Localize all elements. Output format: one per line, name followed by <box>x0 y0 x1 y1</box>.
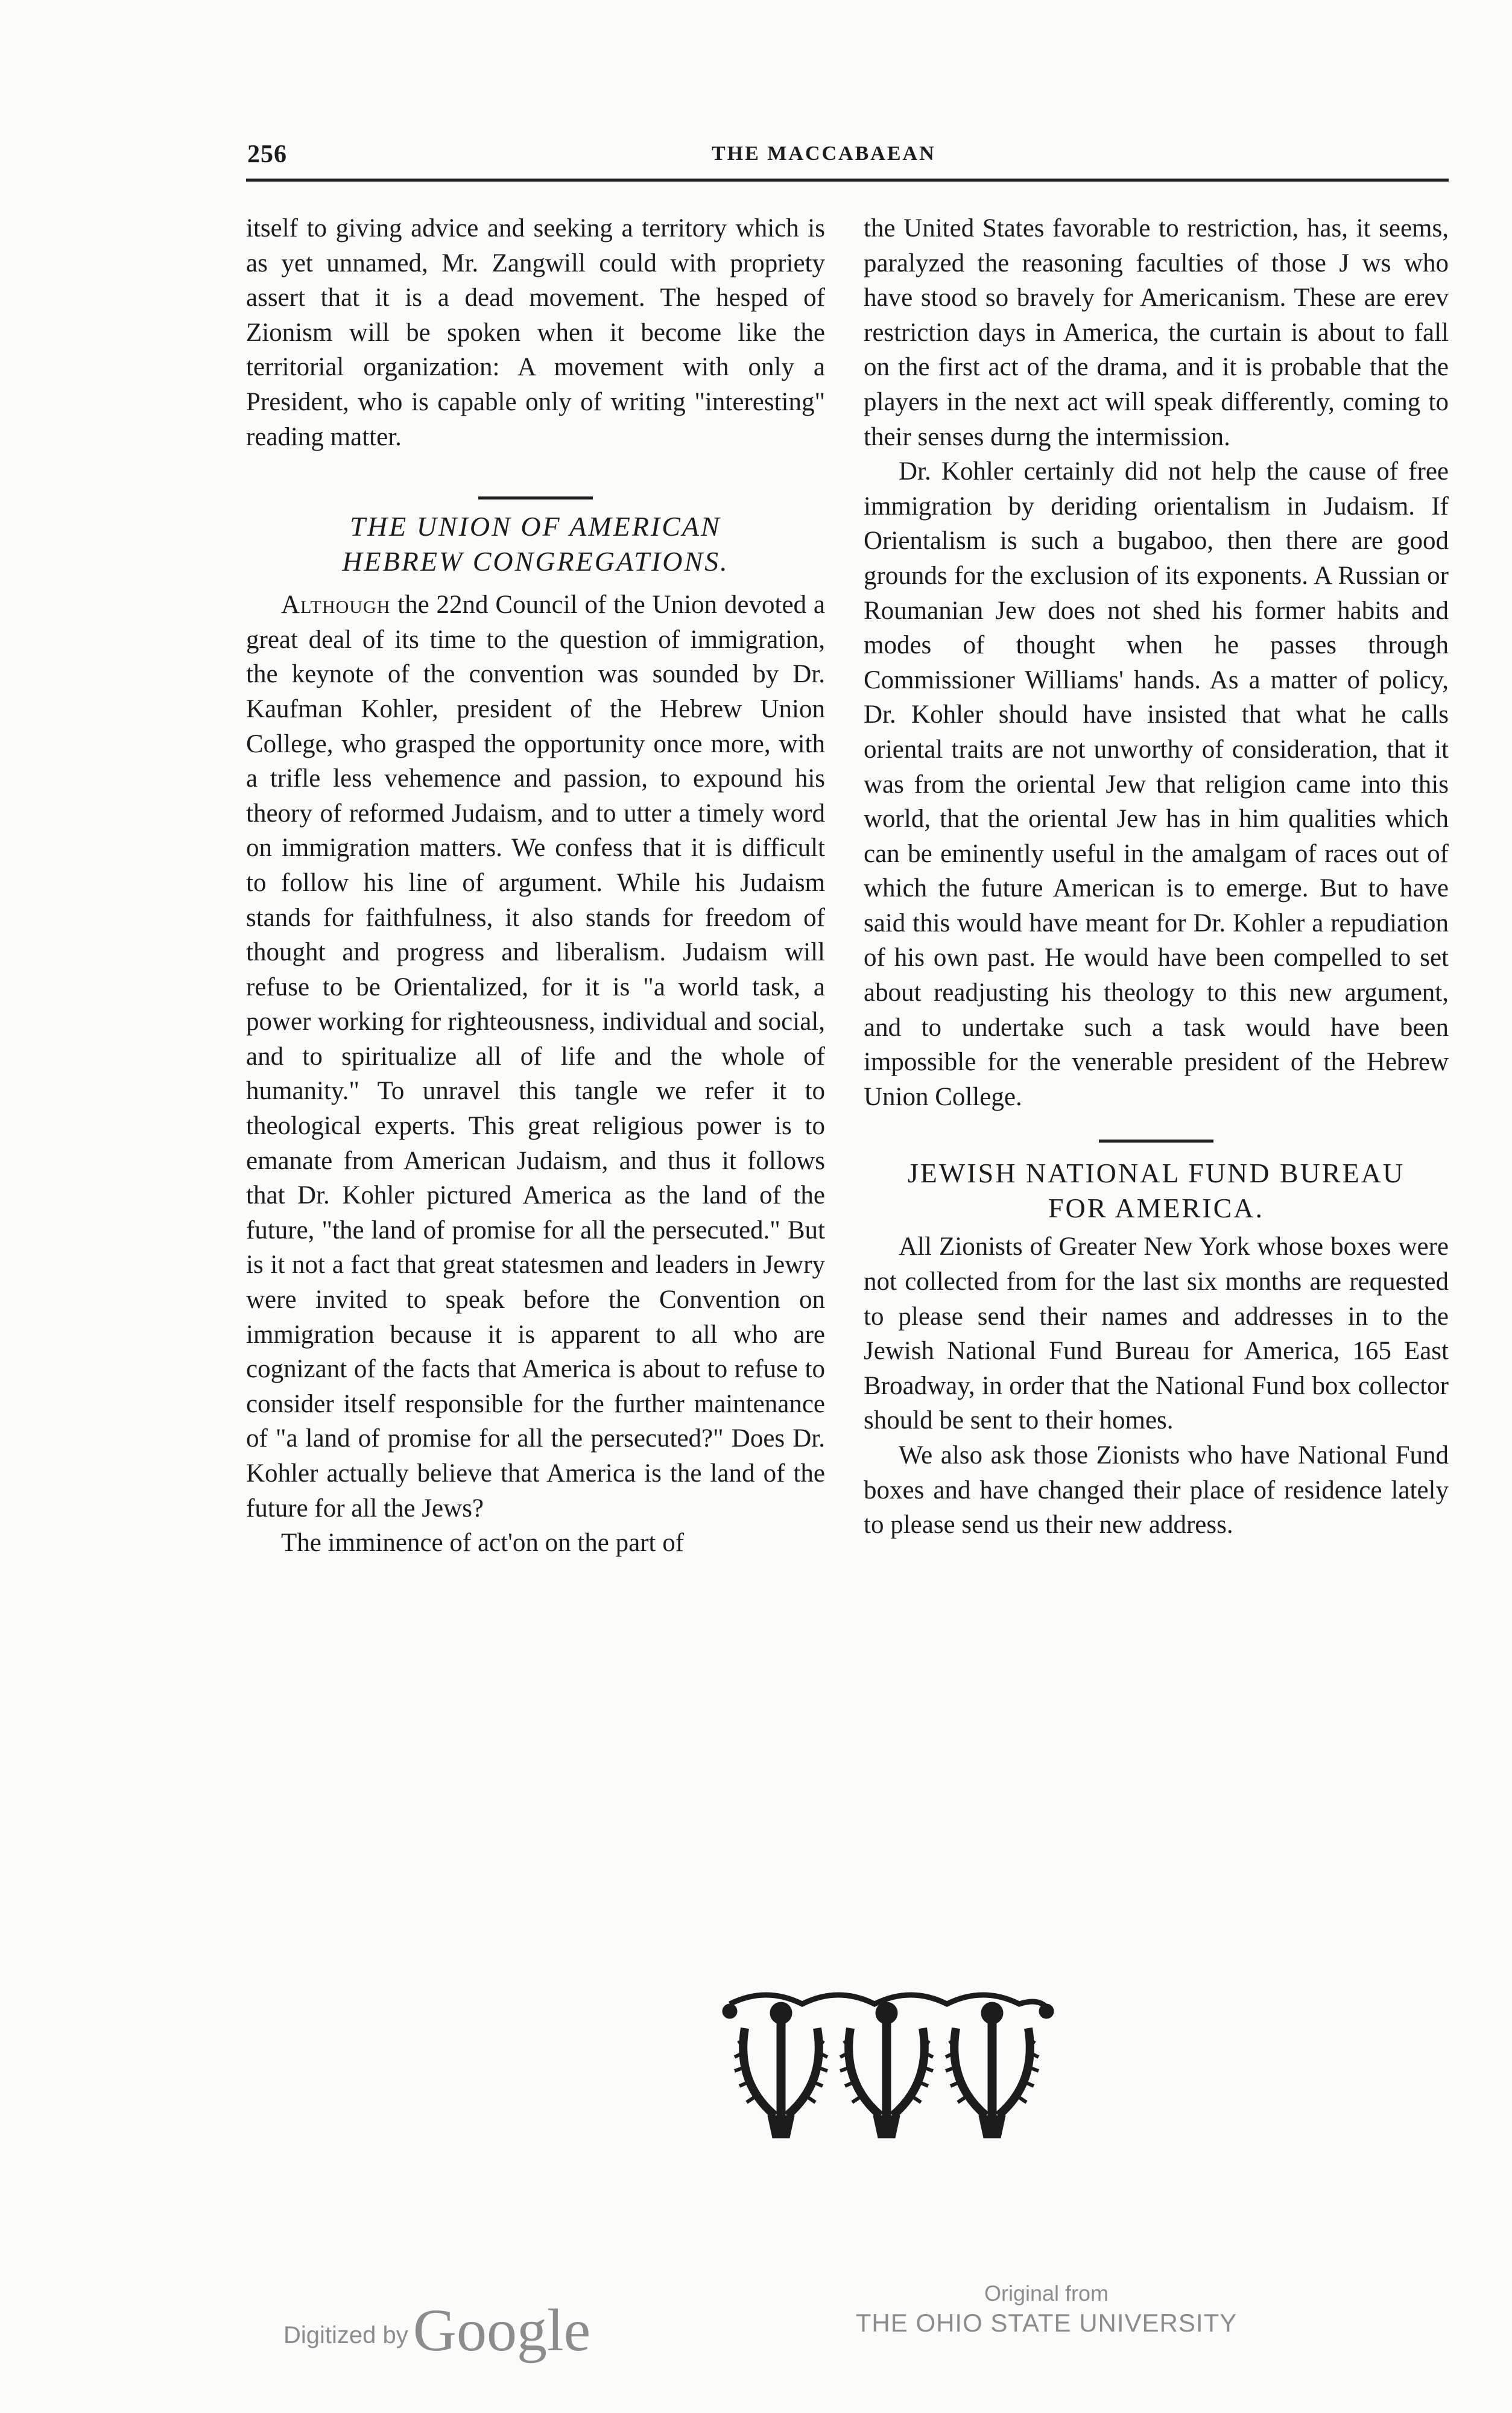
paragraph-fund-1: All Zionists of Greater New York whose boxes were not collected from for the last six months are requested to please send their names and addresses in to the Jewish National Fund Bureau for America, 165 East Broadway, in order that the National Fund box collector should be sent to their homes. <box>864 1232 1449 1435</box>
right-column <box>864 211 1449 1543</box>
section-heading-union-line2: HEBREW CONGREGATIONS. <box>342 546 729 577</box>
paragraph-union-1 <box>246 588 825 1526</box>
digitized-by-label: Digitized by <box>283 2322 408 2348</box>
original-from-label: Original from <box>984 2281 1109 2306</box>
wreath-and-torch-ornament-icon <box>718 1980 1055 2155</box>
section-heading-union-line1: THE UNION OF AMERICAN <box>350 511 721 542</box>
running-head: THE MACCABAEAN <box>712 142 936 165</box>
digitized-by-watermark <box>283 2295 590 2365</box>
lead-word: Although <box>281 591 391 620</box>
google-logo: Google <box>413 2297 591 2364</box>
paragraph-union-1-text: the 22nd Council of the Union devoted a great deal of its time to the question of immigration, the keynote of the convention was sounded by Dr. Kaufman Kohler, president of the Hebrew Union College, who grasped the opportunity once more, with a trifle less vehemence and passion, to expound his theory of reformed Judaism, and to utter a timely word on immigration matters. We confess that it is difficult to follow his line of argument. While his Judaism stands for faithfulness, it also stands for freedom of thought and progress and liberalism. Judaism will refuse to be Orientalized, for it is "a world task, a power working for righteousness, individual and social, and to spiritualize all of life and the whole of humanity." To unravel this tangle we refer it to theological experts. This great religious power is to emanate from American Judaism, and thus it follows that Dr. Kohler pictured America as the land of the future, "the land of promise for all the persecuted." But is it not a fact that great statesmen and leaders in Jewry were invited to speak before the Convention on immigration because it is apparent to all who are cognizant of the facts that America is about to refuse to consider itself responsible for the further maintenance of "a land of promise for all the persecuted?" Does Dr. Kohler actually believe that America is the land of the future for all the Jews? <box>246 591 825 1523</box>
paragraph-fund-2: We also ask those Zionists who have National Fund boxes and have changed their place of residence lately to please send us their new address. <box>864 1441 1449 1539</box>
paragraph-union-2-start: The imminence of act'on on the part of <box>281 1529 685 1558</box>
paragraph-union-3: Dr. Kohler certainly did not help the cause of free immigration by deriding orientalism in Judaism. If Orientalism is such a bugaboo, then there are good grounds for the exclusion of its exponents. A Russian or Roumanian Jew does not shed his former habits and modes of thought when he passes through Commissioner Williams' hands. As a matter of policy, Dr. Kohler should have insisted that what he calls oriental traits are not unworthy of consideration, that it was from the oriental Jew that religion came into this world, that the oriental Jew has in him qualities which can be eminently useful in the amalgam of races out of which the future American is to emerge. But to have said this would have meant for Dr. Kohler a repudiation of his own past. He would have been compelled to set about readjusting his theology to this new argument, and to undertake such a task would have been impossible for the venerable president of the Hebrew Union College. <box>864 457 1449 1111</box>
section-heading-fund-line1: JEWISH NATIONAL FUND BUREAU <box>907 1158 1405 1189</box>
original-from-watermark <box>850 2280 1242 2339</box>
institution-label: THE OHIO STATE UNIVERSITY <box>855 2309 1238 2337</box>
paragraph-union-2-continued: the United States favorable to restriction, has, it seems, paralyzed the reasoning faculties of those J ws who have stood so bravely for Americanism. These are erev restriction days in America, the curtain is about to fall on the first act of the drama, and it is probable that the players in the next act will speak differently, coming to their senses durng the intermission. <box>864 214 1449 451</box>
section-heading-fund-line2: FOR AMERICA. <box>1048 1193 1265 1224</box>
paragraph-continued: itself to giving advice and seeking a territory which is as yet unnamed, Mr. Zangwill could with propriety assert that it is a dead movement. The hesped of Zionism will be spoken when it become like the territorial organization: A movement with only a President, who is capable only of writing "interesting" reading matter. <box>246 214 825 451</box>
page-number: 256 <box>247 141 287 168</box>
left-column <box>246 211 825 1561</box>
header-rule <box>246 179 1449 182</box>
